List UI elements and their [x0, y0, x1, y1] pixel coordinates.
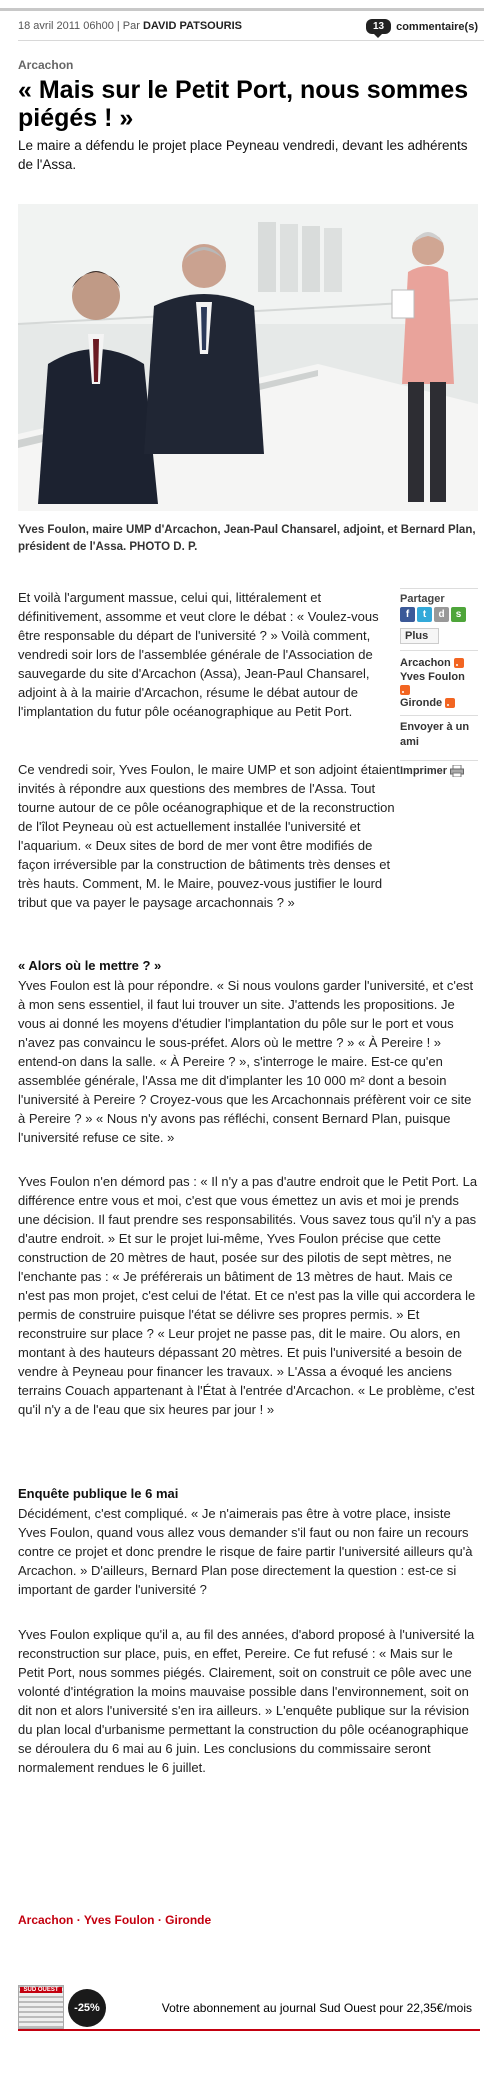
- paragraph-6: Yves Foulon explique qu'il a, au fil des années, d'abord proposé à l'université la reconstruction sur place, puis, en effet, Pereire. Ce fut refusé : « Mais sur le Petit Port, nous sommes piégés. Clairement, soit on construit ce pôle avec une volonté d'intégration la moins mauvaise possible dans l'environnement, soit on dit non et alors l'université s'en ira ailleurs. » L'enquête publique sur la révision du plan local d'urbanisme permettant la construction du pôle océanographique se déroulera du 6 mai au 6 juin. Les conclusions du commissaire seront normalement rendues le 6 juillet.: [18, 1627, 475, 1775]
- subscription-text: Votre abonnement au journal Sud Ouest pour 22,35€/mois: [161, 2001, 472, 2015]
- twitter-icon[interactable]: t: [417, 607, 432, 622]
- rss-icon: [445, 698, 455, 708]
- share-sidebar: [400, 588, 478, 777]
- send-to-friend-link[interactable]: Envoyer à un ami: [400, 715, 478, 750]
- feed-link-gironde[interactable]: [400, 697, 478, 709]
- feed-link-yves-foulon[interactable]: [400, 671, 478, 683]
- subheading-1: « Alors où le mettre ? »: [18, 958, 162, 973]
- article-title: « Mais sur le Petit Port, nous sommes piégés ! »: [18, 76, 469, 132]
- article-kicker[interactable]: Arcachon: [18, 58, 74, 72]
- paragraph-5: Décidément, c'est compliqué. « Je n'aimerais pas être à votre place, insiste Yves Foulon, quand vous allez vous demander s'il faut ou non faire un recours contre ce projet et donc prendre le risque de faire partir l'université ailleurs qu'à Arcachon. » D'ailleurs, Bernard Plan pose directement la question : est-ce si important de garder l'université ?: [18, 1506, 473, 1597]
- meeting-photo-illustration: [18, 204, 478, 511]
- top-rule: [0, 8, 484, 11]
- article-photo: [18, 204, 478, 511]
- subscription-banner[interactable]: [18, 1985, 480, 2031]
- tag-separator: ·: [73, 1913, 84, 1927]
- article-date: 18 avril 2011 06h00: [18, 20, 114, 32]
- tag-yves-foulon[interactable]: Yves Foulon: [83, 1913, 155, 1927]
- paragraph-2: Ce vendredi soir, Yves Foulon, le maire UMP et son adjoint étaient invités à répondre aux questions des membres de l'Assa. Tout tourne autour de ce pôle océanographique et de la reconstruction de l'îlot Peyneau où est actuellement installée l'université et l'aquarium. « Deux sites de bord de mer vont être modifiés de façon irréversible par la construction de bâtiments très denses et très hauts. Comment, M. le Maire, pouvez-vous justifier le lourd tribut que va payer le paysage arcachonnais ? »: [18, 762, 400, 910]
- article-tags: [18, 1913, 211, 1927]
- comments-label: commentaire(s): [396, 20, 478, 33]
- photo-caption: Yves Foulon, maire UMP d'Arcachon, Jean-Paul Chansarel, adjoint, et Bernard Plan, président de l'Assa. PHOTO D. P.: [18, 524, 476, 553]
- paragraph-1: Et voilà l'argument massue, celui qui, littéralement et définitivement, assomme et veut clore le débat : « Voulez-vous être responsable du départ de l'université ? » Voilà comment, vendredi soir lors de l'assemblée générale de l'Association de sauvegarde du site d'Arcachon (Assa), Jean-Paul Chansarel, adjoint à à la mairie d'Arcachon, résume le débat autour de l'implantation du futur pôle océanographique au Petit Port.: [18, 590, 379, 719]
- comments-link[interactable]: [366, 19, 478, 34]
- feed-label-gironde: Gironde: [400, 697, 443, 709]
- share-title: Partager: [400, 588, 478, 605]
- tag-gironde[interactable]: Gironde: [165, 1913, 212, 1927]
- paragraph-4: Yves Foulon n'en démord pas : « Il n'y a pas d'autre endroit que le Petit Port. La différence entre vous et moi, c'est que vous émettez un avis et moi je prends une décision. Il faut prendre ses responsabilités. Vous savez tous qu'il n'y a pas d'autre endroit. » Et sur le projet lui-même, Yves Foulon précise que cette construction de 20 mètres de haut, posée sur des pilotis de sept mètres, ne l'enchante pas : « Je préférerais un bâtiment de 13 mètres de haut. Mais ce n'est pas mon projet, c'est celui de l'état. Et ce n'est pas la ville qui accordera le permis de construire puisque l'état se délivre ses propres permis. » Et reconstruire sur place ? « Leur projet ne passe pas, dit le maire. Ou alors, en montant à des hauteurs dépassant 20 mètres. Et puis l'université a besoin de vendre à Peyneau pour financer les travaux. » L'Assa a évoqué les anciens terrains Couach appartenant à l'État à l'entrée d'Arcachon. « Le problème, c'est qu'il n'y a de l'eau que six heures par jour ! »: [18, 1174, 478, 1417]
- feed-rss-yves-foulon[interactable]: [400, 685, 478, 695]
- facebook-icon[interactable]: f: [400, 607, 415, 622]
- subheading-2: Enquête publique le 6 mai: [18, 1486, 179, 1501]
- print-link[interactable]: [400, 760, 478, 777]
- newspaper-thumbnail: [18, 1985, 64, 2029]
- article-lead: Le maire a défendu le projet place Peyneau vendredi, devant les adhérents de l'Assa.: [18, 138, 468, 172]
- tag-separator: ·: [154, 1913, 166, 1927]
- print-label: Imprimer: [400, 765, 448, 777]
- stumbleupon-icon[interactable]: s: [451, 607, 466, 622]
- author-name: DAVID PATSOURIS: [142, 20, 242, 32]
- feed-link-arcachon[interactable]: [400, 657, 478, 669]
- discount-badge: -25%: [68, 1989, 106, 2027]
- printer-icon: [450, 765, 464, 777]
- feed-label-yves-foulon: Yves Foulon: [400, 671, 465, 683]
- comment-count-badge: 13: [366, 19, 391, 34]
- rss-icon: [400, 685, 410, 695]
- feed-label-arcachon: Arcachon: [400, 657, 451, 669]
- share-more-button[interactable]: Plus: [400, 628, 439, 644]
- feed-links: [400, 650, 478, 709]
- delicious-icon[interactable]: d: [434, 607, 449, 622]
- byline-prefix: | Par: [116, 20, 140, 32]
- article-meta: [18, 20, 242, 32]
- share-icons: [400, 607, 478, 622]
- tag-arcachon[interactable]: Arcachon: [18, 1913, 74, 1927]
- meta-divider: [18, 40, 484, 41]
- paragraph-3: Yves Foulon est là pour répondre. « Si nous voulons garder l'université, et c'est à mon sens essentiel, il faut lui trouver un site. J'attends les propositions. Je vous ai donné les moyens d'étudier l'implantation du pôle sur le port et vous n'avez pas convaincu le sous-préfet. Alors où le mettre ? » « À Pereire ! » entend-on dans la salle. « À Pereire ? », s'interroge le maire. Est-ce qu'en assemblée générale, l'Assa me dit d'implanter les 10 000 m² dont a besoin l'université à Pereire ? Croyez-vous que les Arcachonnais préfèrent voir ce site à Pereire ? » « Nous n'y avons pas réfléchi, consent Bernard Plan, puisque l'université refuse ce site. »: [18, 978, 474, 1145]
- rss-icon: [454, 658, 464, 668]
